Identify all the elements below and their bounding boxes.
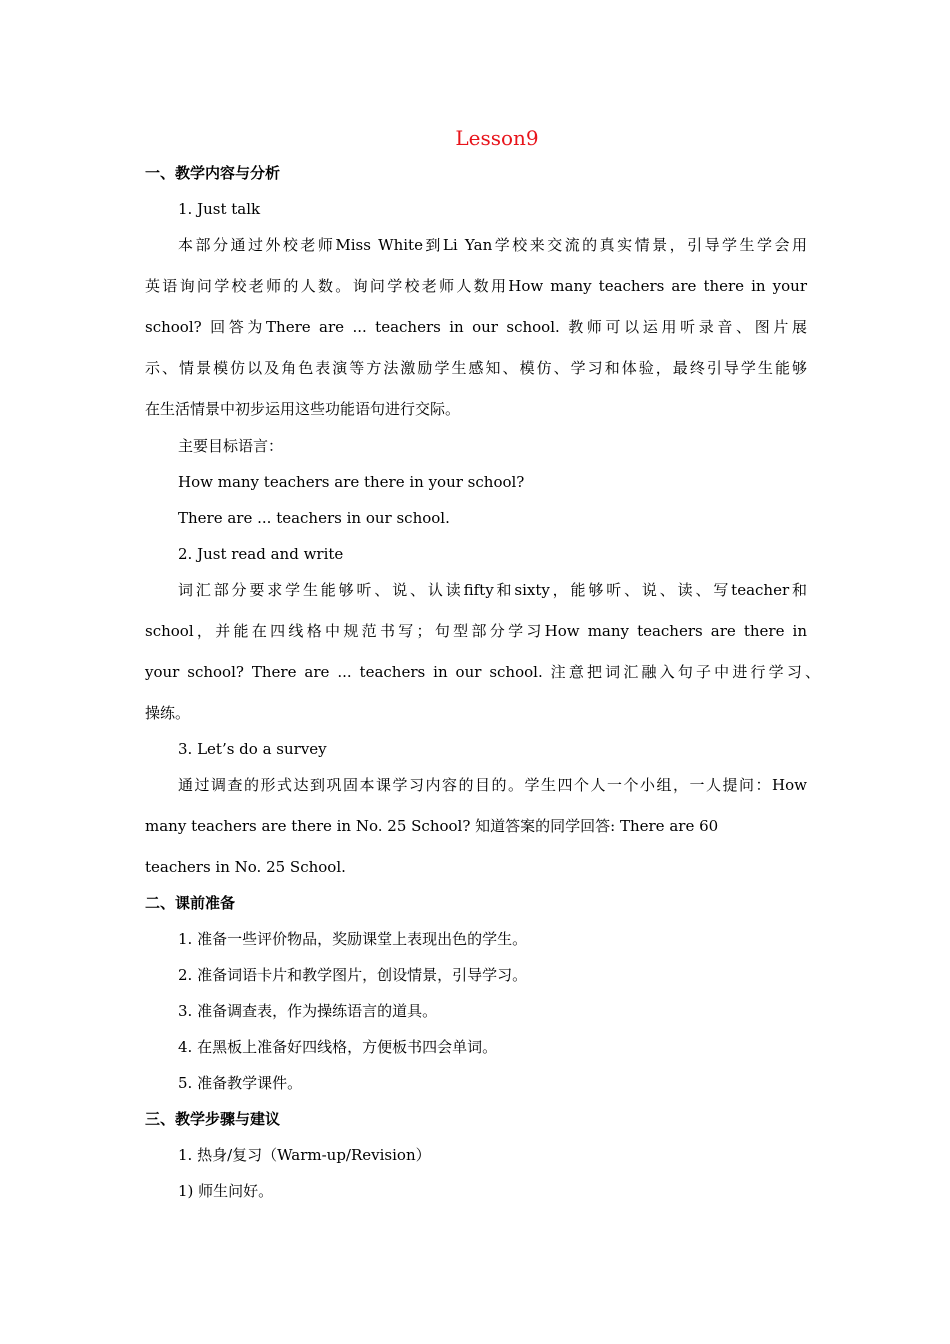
paragraph-line: your school? There are ... teachers in our school. 注意把词汇融入句子中进行学习、 — [145, 663, 820, 681]
paragraph-line: 操练。 — [145, 704, 191, 722]
section-heading-preparation: 二、课前准备 — [145, 894, 236, 912]
paragraph-line: school? 回答为There are ... teachers in our school. 教师可以运用听录音、图片展 — [145, 318, 807, 336]
paragraph-line: 在生活情景中初步运用这些功能语句进行交际。 — [145, 400, 461, 418]
item-survey-title: 3. Let’s do a survey — [178, 740, 327, 758]
list-item: 4. 在黑板上准备好四线格，方便板书四会单词。 — [178, 1038, 498, 1056]
paragraph-line: school，并能在四线格中规范书写；句型部分学习How many teachers are there in — [145, 622, 807, 640]
list-item: 3. 准备调查表，作为操练语言的道具。 — [178, 1002, 438, 1020]
paragraph-line: 通过调查的形式达到巩固本课学习内容的目的。学生四个人一个小组，一人提问：How — [178, 776, 807, 794]
list-item: 2. 准备词语卡片和教学图片，创设情景，引导学习。 — [178, 966, 528, 984]
paragraph-line: 示、情景模仿以及角色表演等方法激励学生感知、模仿、学习和体验，最终引导学生能够 — [145, 359, 807, 377]
step-warm-up-sub: 1) 师生问好。 — [178, 1182, 274, 1200]
list-item: 5. 准备教学课件。 — [178, 1074, 303, 1092]
step-warm-up: 1. 热身/复习（Warm-up/Revision） — [178, 1146, 431, 1164]
paragraph-line: 英语询问学校老师的人数。询问学校老师人数用How many teachers are there in your — [145, 277, 807, 295]
paragraph-line: 本部分通过外校老师Miss White到Li Yan学校来交流的真实情景，引导学生学会用 — [178, 236, 807, 254]
target-question: How many teachers are there in your school? — [178, 473, 525, 491]
section-heading-content-analysis: 一、教学内容与分析 — [145, 164, 281, 182]
paragraph-line: many teachers are there in No. 25 School? 知道答案的同学回答: There are 60 — [145, 817, 719, 835]
target-language-label: 主要目标语言： — [178, 437, 284, 455]
item-read-write-title: 2. Just read and write — [178, 545, 344, 563]
document-title: Lesson9 — [455, 126, 539, 150]
section-heading-steps: 三、教学步骤与建议 — [145, 1110, 281, 1128]
paragraph-line: teachers in No. 25 School. — [145, 858, 346, 876]
item-just-talk-title: 1. Just talk — [178, 200, 261, 218]
list-item: 1. 准备一些评价物品，奖励课堂上表现出色的学生。 — [178, 930, 528, 948]
target-answer: There are ... teachers in our school. — [178, 509, 450, 527]
paragraph-line: 词汇部分要求学生能够听、说、认读fifty和sixty，能够听、说、读、写teacher和 — [178, 581, 807, 599]
